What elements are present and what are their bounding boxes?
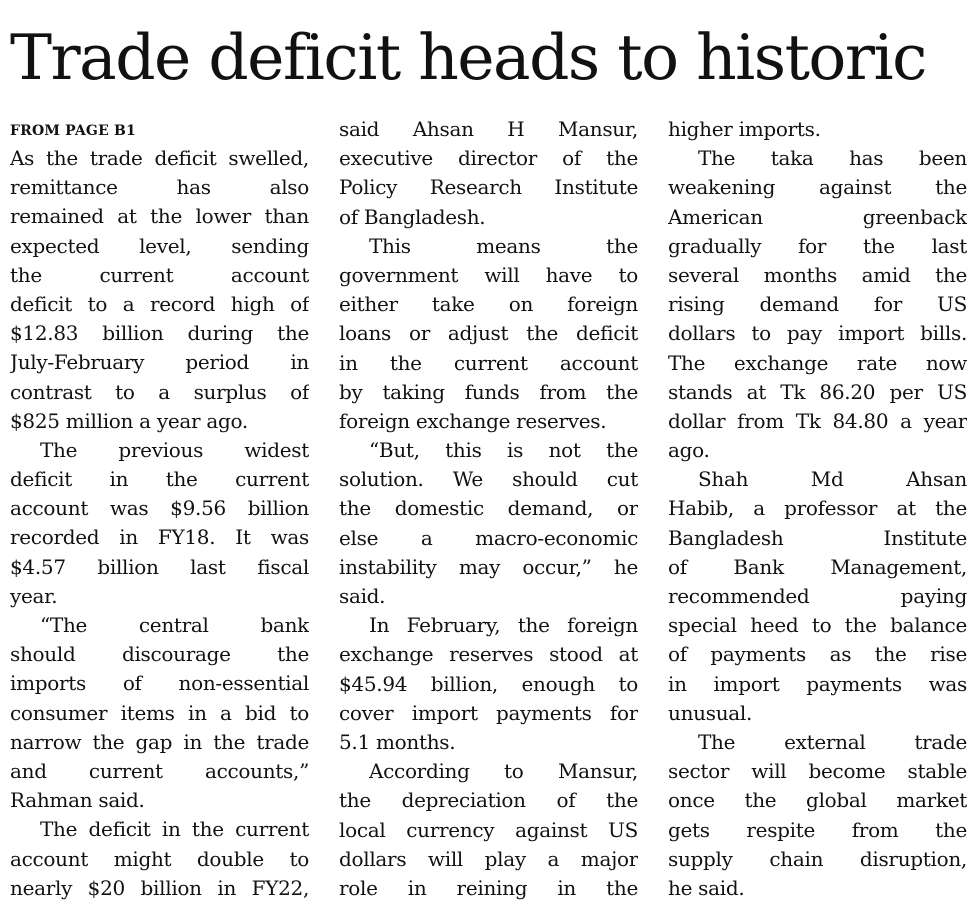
text-line: This means the xyxy=(369,233,638,258)
text-line: loans or adjust the deficit xyxy=(339,321,638,346)
text-line: dollars will play a major xyxy=(339,846,638,871)
column-1-text xyxy=(10,144,309,903)
text-line: foreign exchange reserves. xyxy=(339,408,607,433)
text-line: In February, the foreign xyxy=(369,613,638,638)
text-line: exchange reserves stood at xyxy=(339,642,638,667)
text-line: The exchange rate now xyxy=(668,350,967,375)
text-line: $825 million a year ago. xyxy=(10,408,248,433)
text-line: American greenback xyxy=(668,204,967,229)
text-line: According to Mansur, xyxy=(369,759,638,784)
article-column-2 xyxy=(339,115,638,903)
column-3-text xyxy=(668,115,967,903)
text-line: once the global market xyxy=(668,788,967,813)
text-line: else a macro-economic xyxy=(339,525,638,550)
text-line: consumer items in a bid to xyxy=(10,700,309,725)
text-line: in import payments was xyxy=(668,671,967,696)
column-2-text xyxy=(339,115,638,903)
text-line: $45.94 billion, enough to xyxy=(339,671,638,696)
text-line: the depreciation of the xyxy=(339,788,638,813)
text-line: imports of non-essential xyxy=(10,671,309,696)
text-line: higher imports. xyxy=(668,117,821,141)
text-line: gradually for the last xyxy=(668,233,967,258)
text-line: of Bank Management, xyxy=(668,554,967,579)
text-line: by taking funds from the xyxy=(339,379,638,404)
text-line: role in reining in the xyxy=(339,875,638,900)
text-line: dollars to pay import bills. xyxy=(668,321,967,346)
text-line: expected level, sending xyxy=(10,233,309,258)
text-line: recommended paying xyxy=(668,584,967,608)
text-line: The external trade xyxy=(698,729,967,754)
text-line: dollar from Tk 84.80 a year xyxy=(668,408,967,433)
text-line: he said. xyxy=(668,875,745,900)
text-line: The previous widest xyxy=(40,437,309,462)
text-line: The deficit in the current xyxy=(40,817,309,842)
text-line: remittance has also xyxy=(10,175,309,200)
text-line: deficit in the current xyxy=(10,467,309,492)
text-line: year. xyxy=(10,583,58,608)
text-line: $12.83 billion during the xyxy=(10,321,309,346)
text-line: executive director of the xyxy=(339,146,638,171)
continuation-kicker: FROM PAGE B1 xyxy=(10,123,136,139)
text-line: remained at the lower than xyxy=(10,204,309,229)
text-line: sector will become stable xyxy=(668,759,967,784)
text-line: As the trade deficit swelled, xyxy=(10,146,309,170)
text-line: narrow the gap in the trade xyxy=(10,729,309,754)
text-line: in the current account xyxy=(339,350,638,375)
text-line: the domestic demand, or xyxy=(339,496,638,521)
text-line: said. xyxy=(339,584,386,608)
text-line: deficit to a record high of xyxy=(10,291,309,316)
text-line: account might double to xyxy=(10,846,309,871)
text-line: 5.1 months. xyxy=(339,729,456,754)
article-column-1 xyxy=(10,115,309,903)
text-line: said Ahsan H Mansur, xyxy=(339,117,638,141)
text-line: The taka has been xyxy=(698,146,967,171)
article-column-3 xyxy=(668,115,967,903)
text-line: “But, this is not the xyxy=(369,438,638,463)
headline: Trade deficit heads to historic xyxy=(10,21,926,94)
text-line: Habib, a professor at the xyxy=(668,496,967,521)
text-line: nearly $20 billion in FY22, xyxy=(10,875,309,900)
text-line: unusual. xyxy=(668,700,753,725)
text-line: Policy Research Institute xyxy=(339,175,638,200)
text-line: ago. xyxy=(668,438,710,463)
text-line: $4.57 billion last fiscal xyxy=(10,554,309,579)
text-line: local currency against US xyxy=(339,817,638,842)
text-line: supply chain disruption, xyxy=(668,846,967,871)
text-line: weakening against the xyxy=(668,175,967,200)
text-line: rising demand for US xyxy=(668,292,967,317)
text-line: government will have to xyxy=(339,262,638,287)
text-line: “The central bank xyxy=(40,613,309,637)
text-line: instability may occur,” he xyxy=(339,554,638,579)
text-line: of Bangladesh. xyxy=(339,204,486,229)
text-line: stands at Tk 86.20 per US xyxy=(668,379,967,404)
text-line: gets respite from the xyxy=(668,817,967,842)
text-line: special heed to the balance xyxy=(668,613,967,638)
text-line: of payments as the rise xyxy=(668,642,967,667)
text-line: several months amid the xyxy=(668,262,967,287)
text-line: Shah Md Ahsan xyxy=(698,467,967,492)
text-line: Rahman said. xyxy=(10,788,145,813)
text-line: and current accounts,” xyxy=(10,758,309,783)
text-line: cover import payments for xyxy=(339,700,638,725)
text-line: July-February period in xyxy=(10,350,309,375)
text-line: account was $9.56 billion xyxy=(10,496,309,521)
text-line: recorded in FY18. It was xyxy=(10,525,309,550)
text-line: Bangladesh Institute xyxy=(668,525,967,550)
text-line: should discourage the xyxy=(10,642,309,667)
text-line: the current account xyxy=(10,262,309,287)
text-line: solution. We should cut xyxy=(339,467,638,492)
text-line: either take on foreign xyxy=(339,292,638,317)
text-line: contrast to a surplus of xyxy=(10,379,309,404)
